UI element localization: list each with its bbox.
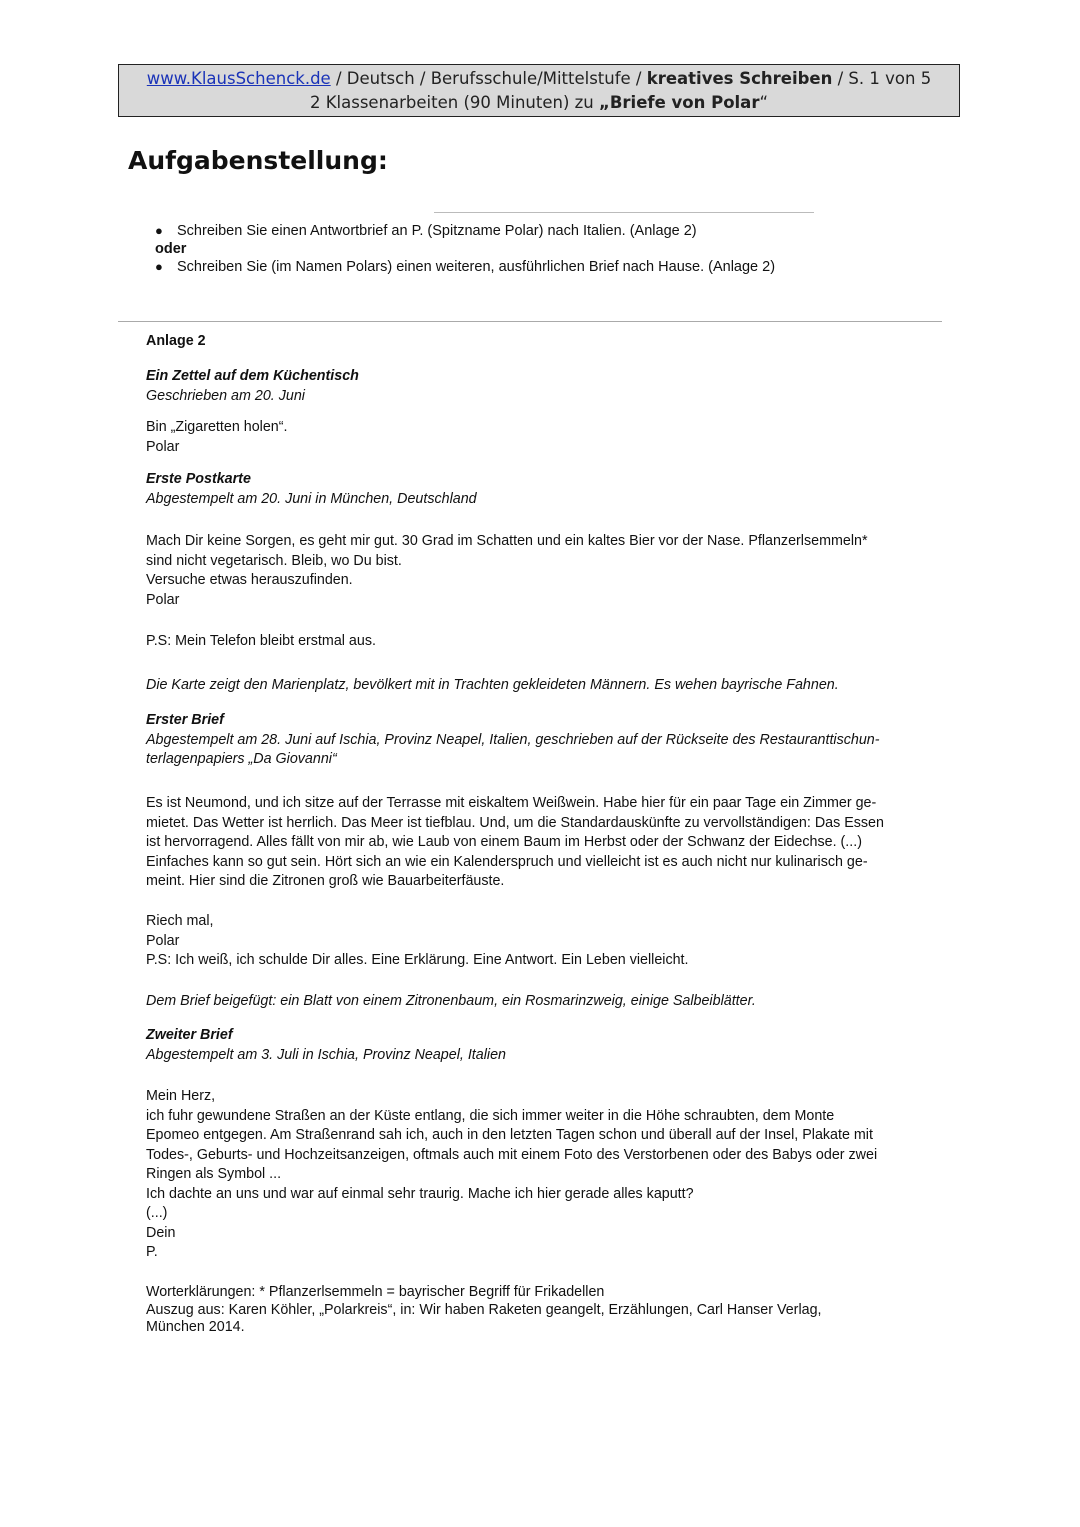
anlage-heading: Anlage 2 [146,333,206,349]
task-item-1 [155,222,775,240]
brief2-date: Abgestempelt am 3. Juli in Ischia, Provinz Neapel, Italien [146,1046,506,1063]
brief1-closing [146,912,936,971]
header-line-1 [119,67,959,91]
header-subtitle: 2 Klassenarbeiten (90 Minuten) zu [309,93,599,112]
brief2-line: (...) [146,1205,168,1221]
postkarte-date: Abgestempelt am 20. Juni in München, Deutschland [146,490,477,507]
postkarte-line: Mach Dir keine Sorgen, es geht mir gut. 30 Grad im Schatten und ein kaltes Bier vor der Nase. Pflanzerlsemmeln* [146,533,868,549]
divider-top [434,212,814,213]
zettel-text: Bin „Zigaretten holen“. [146,419,288,435]
brief2-title: Zweiter Brief [146,1027,233,1043]
brief1-line: ist hervorragend. Alles fällt von mir ab, wie Laub von einem Baum im Herbst oder der Schwanz der Eidechse. (...) [146,834,862,850]
footer-line: München 2014. [146,1319,245,1335]
brief1-date-2: terlagenpapiers „Da Giovanni“ [146,751,337,767]
brief2-line: Ich dachte an uns und war auf einmal sehr traurig. Mache ich hier gerade alles kaputt? [146,1185,694,1202]
brief1-line: Es ist Neumond, und ich sitze auf der Terrasse mit eiskaltem Weißwein. Habe hier für ein paar Tage ein Zimmer ge- [146,795,877,811]
task-list [155,222,775,276]
brief1-ps: P.S: Ich weiß, ich schulde Dir alles. Eine Erklärung. Eine Antwort. Ein Leben vielleicht. [146,952,689,968]
header-page: / S. 1 von 5 [832,69,932,88]
zettel-sign: Polar [146,438,180,455]
header-line-2 [119,91,959,115]
postkarte-line: sind nicht vegetarisch. Bleib, wo Du bist. [146,552,402,569]
brief2-sign: P. [146,1244,158,1260]
footer-line: Worterklärungen: * Pflanzerlsemmeln = bayrischer Begriff für Frikadellen [146,1284,605,1300]
brief2-line: ich fuhr gewundene Straßen an der Küste entlang, die sich immer weiter in die Höhe schraubten, dem Monte [146,1107,835,1124]
zettel-title: Ein Zettel auf dem Küchentisch [146,368,359,384]
bullet-icon: ● [155,223,163,238]
brief1-header [146,711,936,770]
header-subtitle-quote: “ [759,93,769,112]
header-subtitle-title: „Briefe von Polar [599,93,760,112]
task-item-2 [155,258,775,276]
brief2-line: Epomeo entgegen. Am Straßenrand sah ich, auch in den letzten Tagen schon und überall auf der Insel, Plakate mit [146,1127,873,1143]
zettel-section [146,367,936,406]
postkarte-header [146,470,936,509]
bullet-icon: ● [155,259,163,274]
brief2-header [146,1026,936,1065]
task-oder: oder [155,241,187,257]
postkarte-note: Die Karte zeigt den Marienplatz, bevölkert mit in Trachten gekleideten Männern. Es wehen bayrische Fahnen. [146,677,839,693]
brief2-line: Todes-, Geburts- und Hochzeitsanzeigen, oftmals auch mit einem Foto des Verstorbenen oder des Babys oder zwei [146,1146,878,1163]
postkarte-line: Versuche etwas herauszufinden. [146,572,353,588]
brief1-note: Dem Brief beigefügt: ein Blatt von einem Zitronenbaum, ein Rosmarinzweig, einige Salbeiblätter. [146,993,756,1009]
postkarte-ps: P.S: Mein Telefon bleibt erstmal aus. [146,633,376,649]
postkarte-body [146,532,936,610]
brief1-close: Riech mal, [146,913,214,929]
header-topic: kreatives Schreiben [646,69,833,88]
postkarte-sign: Polar [146,591,180,608]
brief1-line: meint. Hier sind die Zitronen groß wie Bauarbeiterfäuste. [146,873,505,889]
brief2-body [146,1087,936,1263]
divider-mid [118,321,942,322]
website-link[interactable]: www.KlausSchenck.de [146,69,331,88]
brief2-greet: Mein Herz, [146,1088,216,1104]
footer-line: Auszug aus: Karen Köhler, „Polarkreis“, in: Wir haben Raketen geangelt, Erzählungen, Carl Hanser Verlag, [146,1301,822,1318]
brief2-close: Dein [146,1224,176,1241]
brief1-line: mietet. Das Wetter ist herrlich. Das Meer ist tiefblau. Und, um die Standardauskünfte zu vervollständigen: Das Essen [146,814,884,831]
header-box [118,64,960,117]
footer-notes [146,1284,946,1337]
task-text-1: Schreiben Sie einen Antwortbrief an P. (Spitzname Polar) nach Italien. (Anlage 2) [177,223,697,239]
page-title: Aufgabenstellung: [128,146,388,175]
brief2-line: Ringen als Symbol ... [146,1166,282,1182]
brief1-date: Abgestempelt am 28. Juni auf Ischia, Provinz Neapel, Italien, geschrieben auf der Rückseite des Restauranttischun- [146,731,880,748]
brief1-sign: Polar [146,932,180,949]
brief1-line: Einfaches kann so gut sein. Hört sich an wie ein Kalenderspruch und vielleicht ist es auch nicht nur kulinarisch ge- [146,853,868,870]
header-path: / Deutsch / Berufsschule/Mittelstufe / [330,69,647,88]
task-text-2: Schreiben Sie (im Namen Polars) einen weiteren, ausführlichen Brief nach Hause. (Anlage 2) [177,259,776,275]
postkarte-title: Erste Postkarte [146,471,251,487]
zettel-body [146,418,936,457]
brief1-body [146,794,936,892]
zettel-date: Geschrieben am 20. Juni [146,387,305,404]
brief1-title: Erster Brief [146,712,224,728]
